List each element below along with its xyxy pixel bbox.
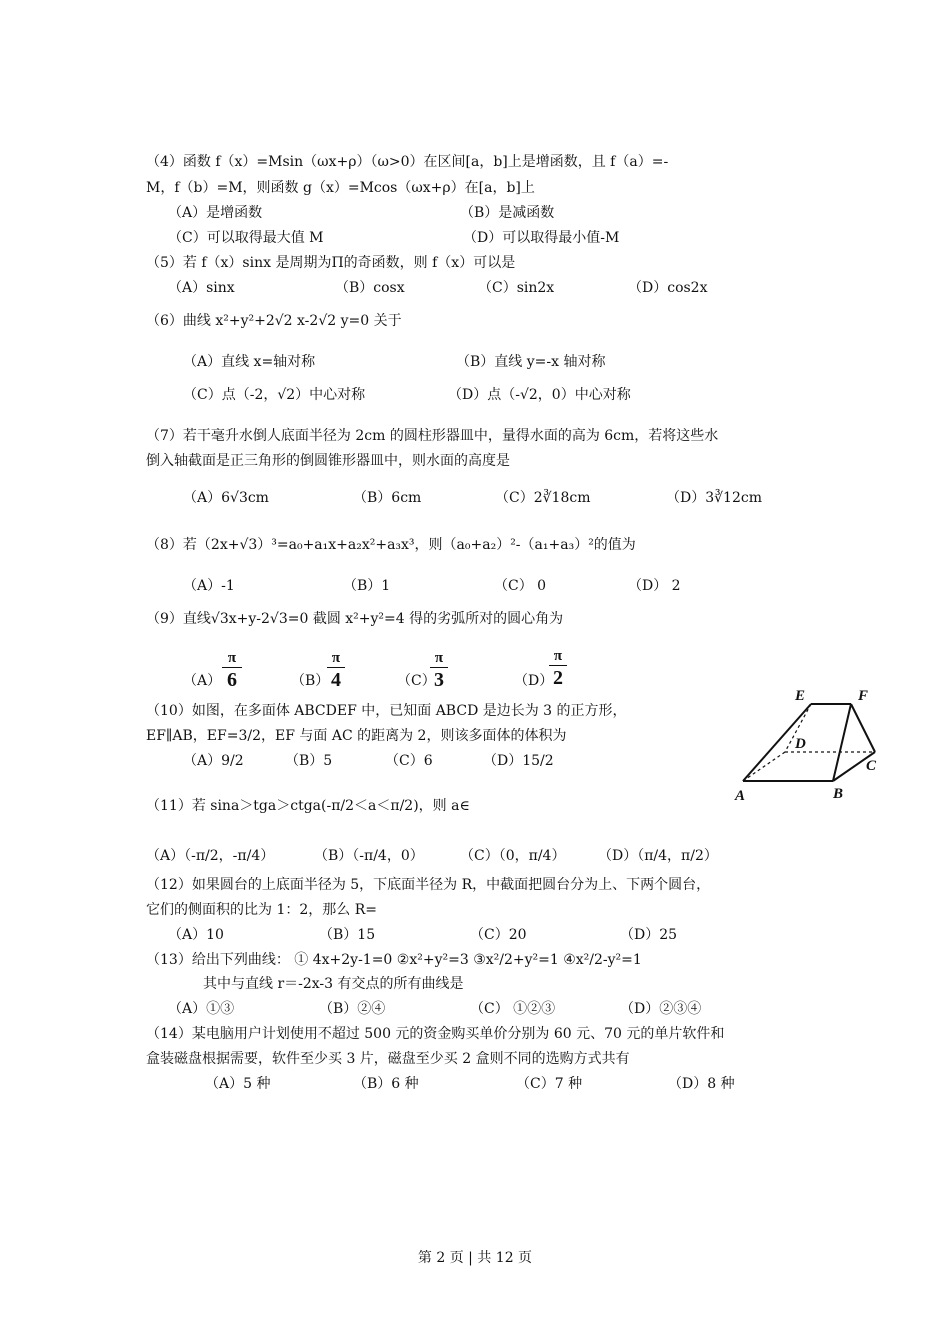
- figure-label-e: E: [795, 688, 806, 704]
- q5-option-a: （A）sinx: [168, 280, 235, 296]
- q9-option-a-fraction: [222, 650, 242, 691]
- q7-option-a: （A）6√3cm: [183, 490, 269, 506]
- q8-option-c: （C） 0: [494, 578, 547, 594]
- q13-stem-line2: 其中与直线 r＝-2x-3 有交点的所有曲线是: [203, 976, 464, 992]
- q8-option-d: （D） 2: [628, 578, 681, 594]
- q10-stem-line1: （10）如图，在多面体 ABCDEF 中，已知面 ABCD 是边长为 3 的正方形，: [146, 703, 627, 719]
- q4-option-d: （D）可以取得最小值-M: [463, 230, 620, 246]
- q14-option-c: （C）7 种: [516, 1076, 583, 1092]
- q11-option-c: （C）（0，π/4）: [460, 848, 566, 864]
- q9-stem: （9）直线√3x+y-2√3=0 截圆 x²+y²=4 得的劣弧所对的圆心角为: [146, 611, 564, 627]
- q9-option-c-fraction: [430, 650, 448, 691]
- pi-numerator: π: [553, 648, 563, 664]
- q13-option-d: （D）②③④: [620, 1001, 702, 1017]
- q5-option-d: （D）cos2x: [628, 280, 708, 296]
- q9-option-b-label: （B）: [291, 673, 330, 689]
- q5-option-c: （C）sin2x: [478, 280, 555, 296]
- q9-option-b-fraction: [327, 650, 345, 691]
- q12-stem-line2: 它们的侧面积的比为 1：2，那么 R=: [146, 902, 377, 918]
- q12-option-c: （C）20: [470, 927, 527, 943]
- q11-option-a: （A）（-π/2，-π/4）: [146, 848, 275, 864]
- q7-option-c: （C）2∛18cm: [495, 490, 591, 506]
- q8-option-b: （B）1: [343, 578, 391, 594]
- q14-option-d: （D）8 种: [668, 1076, 735, 1092]
- q6-option-b: （B）直线 y=-x 轴对称: [456, 354, 606, 370]
- q13-option-b: （B）②④: [319, 1001, 386, 1017]
- q12-stem-line1: （12）如果圆台的上底面半径为 5，下底面半径为 R，中截面把圆台分为上、下两个圆台，: [146, 877, 711, 893]
- figure-label-b: B: [833, 786, 844, 802]
- denominator: 4: [331, 669, 341, 691]
- q13-stem-line1: （13）给出下列曲线： ① 4x+2y-1=0 ②x²+y²=3 ③x²/2+y²=1 ④x²/2-y²=1: [146, 952, 642, 968]
- pi-numerator: π: [331, 650, 341, 666]
- q7-option-b: （B）6cm: [353, 490, 422, 506]
- q13-option-c: （C） ①②③: [470, 1001, 556, 1017]
- q9-option-a-label: （A）: [183, 673, 222, 689]
- figure-label-d: D: [795, 736, 806, 752]
- q6-stem: （6）曲线 x²+y²+2√2 x-2√2 y=0 关于: [146, 313, 402, 329]
- denominator: 2: [553, 667, 563, 689]
- q4-option-b: （B）是减函数: [460, 205, 555, 221]
- denominator: 6: [227, 669, 237, 691]
- page-footer: 第 2 页 | 共 12 页: [417, 1250, 533, 1266]
- q7-stem-line1: （7）若干毫升水倒人底面半径为 2cm 的圆柱形器皿中，量得水面的高为 6cm，若将这些水: [146, 428, 719, 444]
- denominator: 3: [434, 669, 444, 691]
- q14-stem-line1: （14）某电脑用户计划使用不超过 500 元的资金购买单价分别为 60 元、70 元的单片软件和: [146, 1026, 725, 1042]
- q13-option-a: （A）①③: [168, 1001, 235, 1017]
- q8-option-a: （A）-1: [183, 578, 235, 594]
- q10-option-b: （B）5: [285, 753, 333, 769]
- q9-option-d-label: （D）: [514, 673, 554, 689]
- q10-option-a: （A）9/2: [183, 753, 244, 769]
- q6-option-d: （D）点（-√2，0）中心对称: [448, 387, 631, 403]
- q10-option-c: （C）6: [385, 753, 433, 769]
- q6-option-a: （A）直线 x=轴对称: [183, 354, 316, 370]
- q5-option-b: （B）cosx: [335, 280, 405, 296]
- q11-option-b: （B）（-π/4，0）: [314, 848, 424, 864]
- polyhedron-figure: [725, 680, 895, 805]
- q8-stem: （8）若（2x+√3）³=a₀+a₁x+a₂x²+a₃x³，则（a₀+a₂）²-（a₁+a₃）²的值为: [146, 537, 636, 553]
- q10-option-d: （D）15/2: [483, 753, 554, 769]
- q10-stem-line2: EF∥AB，EF=3/2，EF 与面 AC 的距离为 2，则该多面体的体积为: [146, 728, 567, 744]
- q4-option-c: （C）可以取得最大值 M: [168, 230, 324, 246]
- q9-option-c-label: （C）: [397, 673, 436, 689]
- q7-stem-line2: 倒入轴截面是正三角形的倒圆锥形器皿中，则水面的高度是: [146, 453, 510, 469]
- q4-stem-line1: （4）函数 f（x）=Msin（ωx+ρ）（ω>0）在区间[a，b]上是增函数，且 f（a）=-: [146, 154, 669, 170]
- figure-label-a: A: [735, 788, 746, 804]
- q12-option-d: （D）25: [620, 927, 678, 943]
- q12-option-b: （B）15: [319, 927, 376, 943]
- q4-stem-line2: M，f（b）=M，则函数 g（x）=Mcos（ωx+ρ）在[a，b]上: [146, 180, 535, 196]
- q11-option-d: （D）（π/4，π/2）: [598, 848, 718, 864]
- q9-option-d-fraction: [549, 648, 567, 689]
- q12-option-a: （A）10: [168, 927, 224, 943]
- q5-stem: （5）若 f（x）sinx 是周期为Π的奇函数，则 f（x）可以是: [146, 255, 516, 271]
- pi-numerator: π: [227, 650, 237, 666]
- figure-label-c: C: [866, 758, 877, 774]
- pi-numerator: π: [434, 650, 444, 666]
- q14-option-a: （A）5 种: [205, 1076, 271, 1092]
- q14-stem-line2: 盒装磁盘根据需要，软件至少买 3 片，磁盘至少买 2 盒则不同的选购方式共有: [146, 1051, 630, 1067]
- q6-option-c: （C）点（-2，√2）中心对称: [183, 387, 366, 403]
- q7-option-d: （D）3∛12cm: [666, 490, 762, 506]
- q4-option-a: （A）是增函数: [168, 205, 263, 221]
- q14-option-b: （B）6 种: [353, 1076, 419, 1092]
- figure-label-f: F: [858, 688, 869, 704]
- q11-stem: （11）若 sina＞tga＞ctga(-π/2＜a＜π/2)，则 a∈: [146, 798, 470, 814]
